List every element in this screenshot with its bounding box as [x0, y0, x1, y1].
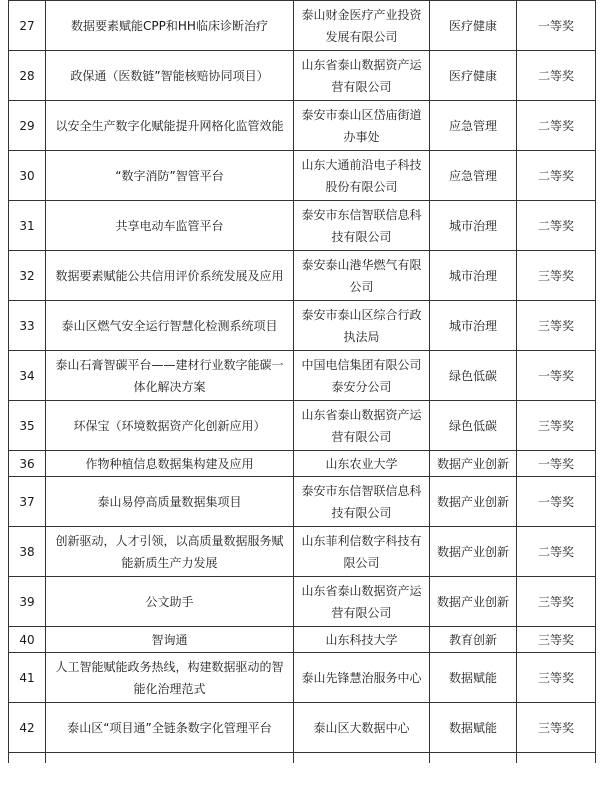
- category: 应急管理: [430, 101, 517, 151]
- row-number: 40: [9, 627, 46, 653]
- project-name: 泰山区“项目通”全链条数字化管理平台: [46, 703, 294, 753]
- project-name: 泰山易停高质量数据集项目: [46, 477, 294, 527]
- table-row: [9, 201, 596, 251]
- award-level: 一等奖: [517, 477, 596, 527]
- organization: 泰安市东信智联信息科技有限公司: [294, 477, 430, 527]
- table-row: [9, 1, 596, 51]
- organization: 泰安市东信智联信息科技有限公司: [294, 201, 430, 251]
- category: 数据产业创新: [430, 527, 517, 577]
- row-number: 41: [9, 653, 46, 703]
- row-number: 36: [9, 451, 46, 477]
- project-name: 泰山区燃气安全运行智慧化检测系统项目: [46, 301, 294, 351]
- awards-table: [8, 0, 596, 763]
- project-name: 以安全生产数字化赋能提升网格化监管效能: [46, 101, 294, 151]
- table-row: [9, 301, 596, 351]
- category: 教育创新: [430, 627, 517, 653]
- organization: 山东农业大学: [294, 451, 430, 477]
- category: 绿色低碳: [430, 401, 517, 451]
- project-name: 作物种植信息数据集构建及应用: [46, 451, 294, 477]
- award-level: 二等奖: [517, 527, 596, 577]
- award-level: 三等奖: [517, 703, 596, 753]
- category: 医疗健康: [430, 51, 517, 101]
- row-number: 42: [9, 703, 46, 753]
- award-level: 三等奖: [517, 401, 596, 451]
- row-number: 37: [9, 477, 46, 527]
- organization: 山东省泰山数据资产运营有限公司: [294, 401, 430, 451]
- category: 绿色低碳: [430, 351, 517, 401]
- table-row: [9, 151, 596, 201]
- award-level: 三等奖: [517, 627, 596, 653]
- award-level: 二等奖: [517, 101, 596, 151]
- category: 医疗健康: [430, 1, 517, 51]
- award-level: 二等奖: [517, 151, 596, 201]
- project-name: 数据要素赋能公共信用评价系统发展及应用: [46, 251, 294, 301]
- project-name: 政保通（医数链”智能核赔协同项目）: [46, 51, 294, 101]
- table-row: [9, 351, 596, 401]
- row-number: 31: [9, 201, 46, 251]
- table-row: [9, 653, 596, 703]
- row-number: 27: [9, 1, 46, 51]
- project-name: 环保宝（环境数据资产化创新应用）: [46, 401, 294, 451]
- table-row: [9, 51, 596, 101]
- award-level: 二等奖: [517, 51, 596, 101]
- organization: 山东省泰山数据资产运营有限公司: [294, 577, 430, 627]
- row-number: 35: [9, 401, 46, 451]
- organization: 山东大通前沿电子科技股份有限公司: [294, 151, 430, 201]
- table-row: [9, 577, 596, 627]
- project-name: 公文助手: [46, 577, 294, 627]
- award-level: 三等奖: [517, 653, 596, 703]
- table-row: [9, 477, 596, 527]
- project-name: 智询通: [46, 627, 294, 653]
- award-level: 一等奖: [517, 451, 596, 477]
- category: 数据赋能: [430, 653, 517, 703]
- organization: 泰安市泰山区岱庙街道办事处: [294, 101, 430, 151]
- category: 城市治理: [430, 301, 517, 351]
- table-row: [9, 703, 596, 753]
- organization: 山东菲利信数字科技有限公司: [294, 527, 430, 577]
- organization: 泰山财金医疗产业投资发展有限公司: [294, 1, 430, 51]
- organization: 山东省泰山数据资产运营有限公司: [294, 51, 430, 101]
- row-number: 28: [9, 51, 46, 101]
- table-row: [9, 401, 596, 451]
- row-number: 34: [9, 351, 46, 401]
- row-number: 38: [9, 527, 46, 577]
- row-number: 29: [9, 101, 46, 151]
- award-level: 一等奖: [517, 1, 596, 51]
- organization: 泰山区大数据中心: [294, 703, 430, 753]
- award-level: 三等奖: [517, 577, 596, 627]
- category: 数据产业创新: [430, 477, 517, 527]
- category: 城市治理: [430, 201, 517, 251]
- project-name: 人工智能赋能政务热线，构建数据驱动的智能化治理范式: [46, 653, 294, 703]
- category: 应急管理: [430, 151, 517, 201]
- table-row-continuation: [9, 753, 596, 764]
- category: 数据产业创新: [430, 451, 517, 477]
- award-level: 三等奖: [517, 251, 596, 301]
- table-row: [9, 451, 596, 477]
- award-level: 一等奖: [517, 351, 596, 401]
- category: 数据赋能: [430, 703, 517, 753]
- organization: 泰安市泰山区综合行政执法局: [294, 301, 430, 351]
- row-number: 30: [9, 151, 46, 201]
- organization: 泰山先锋慧治服务中心: [294, 653, 430, 703]
- table-row: [9, 101, 596, 151]
- organization: 山东科技大学: [294, 627, 430, 653]
- award-level: 三等奖: [517, 301, 596, 351]
- organization: 中国电信集团有限公司泰安分公司: [294, 351, 430, 401]
- category: 数据产业创新: [430, 577, 517, 627]
- row-number: 39: [9, 577, 46, 627]
- row-number: 33: [9, 301, 46, 351]
- table-row: [9, 627, 596, 653]
- table-row: [9, 527, 596, 577]
- organization: 泰安泰山港华燃气有限公司: [294, 251, 430, 301]
- row-number: 32: [9, 251, 46, 301]
- project-name: 共享电动车监管平台: [46, 201, 294, 251]
- table-row: [9, 251, 596, 301]
- project-name: 数据要素赋能CPP和HH临床诊断治疗: [46, 1, 294, 51]
- project-name: 泰山石膏智碳平台——建材行业数字能碳一体化解决方案: [46, 351, 294, 401]
- awards-table-body: [9, 1, 596, 764]
- project-name: “数字消防”智管平台: [46, 151, 294, 201]
- project-name: 创新驱动，人才引领，以高质量数据服务赋能新质生产力发展: [46, 527, 294, 577]
- award-level: 二等奖: [517, 201, 596, 251]
- category: 城市治理: [430, 251, 517, 301]
